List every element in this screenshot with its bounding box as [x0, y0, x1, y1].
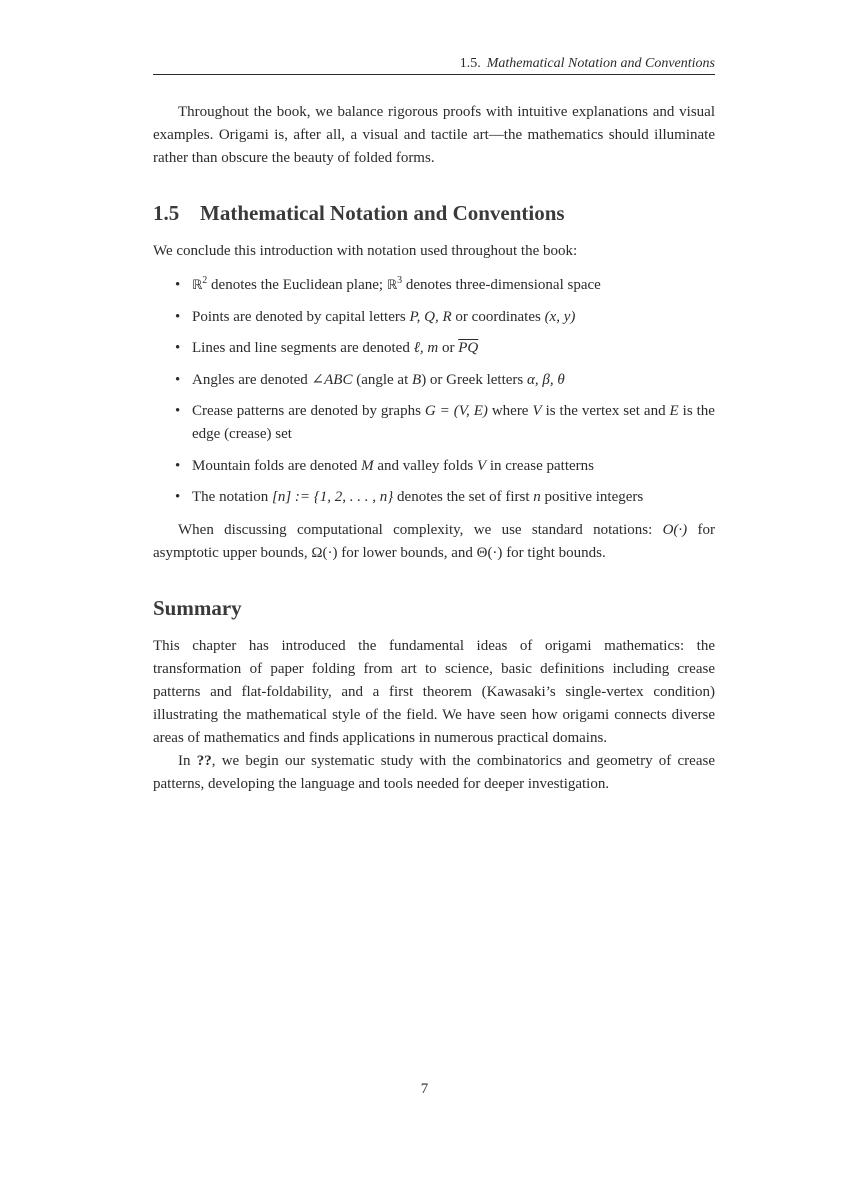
list-item-text: denotes the set of first: [393, 489, 534, 505]
list-item: [153, 455, 715, 478]
r2-symbol: ℝ: [192, 278, 203, 293]
segment-symbol: $\overline{PQ}$: [458, 340, 479, 356]
r2-exponent: 2: [202, 275, 208, 286]
list-item-text: denotes the Euclidean plane;: [207, 277, 387, 293]
math-expression: n: [533, 489, 541, 505]
summary-paragraph-2: [153, 750, 715, 796]
list-item-text: ) or Greek letters: [421, 371, 527, 388]
math-expression: O(·): [662, 522, 688, 538]
list-item-text: Crease patterns are denoted by graphs: [192, 403, 425, 419]
list-item-text: Angles are denoted: [192, 371, 312, 388]
r3-exponent: 3: [397, 275, 403, 286]
list-item-text: The notation: [192, 489, 272, 505]
math-expression: Ω(·): [311, 545, 338, 561]
list-item-text: or: [438, 340, 459, 356]
running-head: [153, 55, 715, 75]
list-item-text: positive integers: [540, 489, 644, 505]
math-expression: ℓ, m: [413, 340, 439, 356]
list-item-text: in crease patterns: [486, 457, 594, 474]
math-expression: (x, y): [544, 308, 576, 325]
list-item-text: Points are denoted by capital letters: [192, 308, 410, 325]
paragraph-text: for lower bounds, and: [337, 545, 477, 561]
summary-paragraph-1: This chapter has introduced the fundamental ideas of origami mathematics: the transformation of paper folding from art to science, basic definitions including crease patterns and flat-foldability, and a first theorem (Kawasaki’s single-vertex condition) illustrating the mathematical style of the field. We have seen how origami connects diverse areas of mathematics and finds applications in numerous practical domains.: [153, 638, 715, 746]
paragraph-text: In: [178, 753, 197, 769]
list-item: [153, 337, 715, 360]
math-expression: ∠ABC: [311, 371, 353, 388]
chapter-reference-link[interactable]: ??: [196, 753, 212, 769]
math-expression: V: [476, 457, 487, 474]
intro-paragraph: Throughout the book, we balance rigorous proofs with intuitive explanations and visual examples. Origami is, after all, a visual and tactile art—the mathematics should illuminate rather than obscure the beauty of folded forms.: [153, 104, 715, 166]
list-item-text: is the edge (crease) set: [192, 403, 715, 442]
page-number: 7: [420, 1081, 429, 1097]
section-title: Mathematical Notation and Conventions: [200, 201, 565, 225]
math-expression: V: [532, 403, 542, 419]
list-item: [153, 486, 715, 509]
section-heading: [153, 200, 715, 226]
math-expression: Θ(·): [476, 545, 503, 561]
section-lead: We conclude this introduction with notation used throughout the book:: [153, 243, 578, 259]
list-item-text: where: [487, 403, 533, 419]
list-item-text: Mountain folds are denoted: [192, 457, 362, 474]
running-head-section-title: Mathematical Notation and Conventions: [486, 56, 715, 71]
complexity-paragraph: [153, 519, 715, 565]
summary-heading: Summary: [153, 596, 242, 620]
paragraph-text: for tight bounds.: [502, 545, 606, 561]
list-item-text: and valley folds: [373, 457, 477, 474]
list-item: [153, 306, 715, 329]
math-expression: [n] := {1, 2, . . . , n}: [271, 489, 394, 505]
r3-symbol: ℝ: [386, 278, 398, 293]
main-content: [153, 101, 715, 796]
section-number: 1.5: [153, 201, 180, 225]
math-expression: P, Q, R: [409, 308, 452, 325]
notation-list: [153, 274, 715, 509]
paragraph-text: for asymptotic upper bounds,: [153, 522, 716, 561]
list-item: [153, 400, 715, 446]
list-item: [153, 369, 715, 392]
paragraph-text: When discussing computational complexity, we use standard notations:: [178, 522, 663, 538]
list-item-text: (angle at: [352, 371, 413, 388]
list-item-text: Lines and line segments are denoted: [192, 340, 414, 356]
math-expression: M: [361, 457, 374, 474]
list-item-text: or coordinates: [451, 308, 545, 325]
list-item: [153, 274, 715, 297]
list-item-text: is the vertex set and: [541, 403, 670, 419]
math-expression: G = (V, E): [424, 403, 488, 419]
math-expression: α, β, θ: [526, 371, 565, 388]
running-head-section-number: 1.5.: [459, 56, 481, 71]
paragraph-text: , we begin our systematic study with the combinatorics and geometry of crease patterns, developing the language and tools needed for deeper investigation.: [153, 753, 715, 792]
list-item-text: denotes three-dimensional space: [402, 277, 601, 293]
math-expression: B: [412, 371, 422, 388]
math-expression: E: [669, 403, 679, 419]
